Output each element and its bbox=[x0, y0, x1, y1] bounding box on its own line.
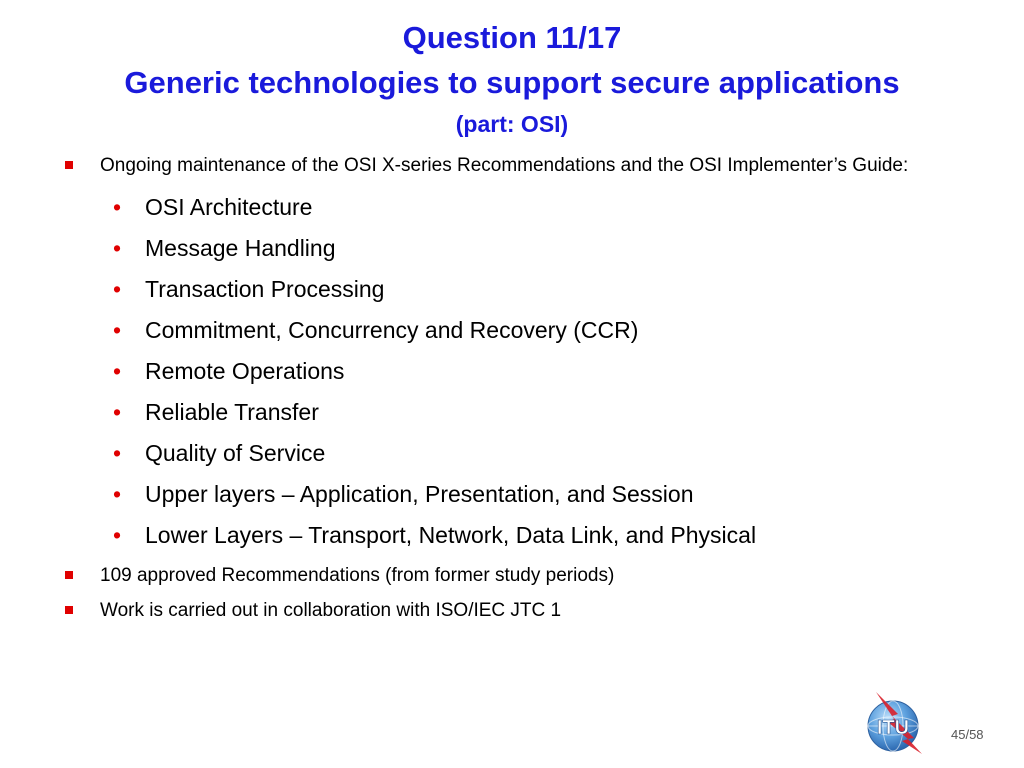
sub-bullet-list bbox=[62, 187, 962, 556]
sub-bullet-item bbox=[62, 310, 962, 351]
square-bullet-icon bbox=[65, 161, 73, 169]
sub-bullet-item bbox=[62, 392, 962, 433]
sub-bullet-item bbox=[62, 187, 962, 228]
slide-body bbox=[62, 152, 962, 632]
sub-bullet-text: Quality of Service bbox=[145, 440, 326, 466]
square-bullet-icon bbox=[65, 606, 73, 614]
sub-bullet-text: Transaction Processing bbox=[145, 276, 385, 302]
round-bullet-icon: • bbox=[113, 194, 122, 220]
bullet-item bbox=[62, 562, 962, 590]
bullet-item bbox=[62, 597, 962, 625]
title-question: Question 11/17 bbox=[402, 20, 622, 55]
sub-bullet-item bbox=[62, 433, 962, 474]
sub-bullet-text: OSI Architecture bbox=[145, 194, 313, 220]
sub-bullet-item bbox=[62, 515, 962, 556]
sub-bullet-item bbox=[62, 228, 962, 269]
sub-bullet-text: Reliable Transfer bbox=[145, 399, 319, 425]
round-bullet-icon: • bbox=[113, 235, 122, 261]
sub-bullet-item bbox=[62, 269, 962, 310]
svg-text:ITU: ITU bbox=[876, 717, 910, 739]
round-bullet-icon: • bbox=[113, 440, 122, 466]
round-bullet-icon: • bbox=[113, 522, 122, 548]
title-topic: Generic technologies to support secure applications bbox=[124, 65, 900, 100]
sub-bullet-item bbox=[62, 474, 962, 515]
bullet-text: Ongoing maintenance of the OSI X-series Recommendations and the OSI Implementer’s Guide: bbox=[100, 155, 909, 176]
sub-bullet-text: Commitment, Concurrency and Recovery (CCR) bbox=[145, 317, 639, 343]
sub-bullet-text: Upper layers – Application, Presentation, and Session bbox=[145, 481, 694, 507]
round-bullet-icon: • bbox=[113, 481, 122, 507]
sub-bullet-text: Message Handling bbox=[145, 235, 336, 261]
title-part: (part: OSI) bbox=[455, 111, 569, 137]
round-bullet-icon: • bbox=[113, 399, 122, 425]
sub-bullet-item bbox=[62, 351, 962, 392]
sub-bullet-text: Remote Operations bbox=[145, 358, 345, 384]
sub-bullet-text: Lower Layers – Transport, Network, Data Link, and Physical bbox=[145, 522, 757, 548]
round-bullet-icon: • bbox=[113, 358, 122, 384]
round-bullet-icon: • bbox=[113, 276, 122, 302]
slide-title bbox=[0, 16, 1024, 142]
itu-logo-icon bbox=[862, 688, 928, 758]
bullet-text: 109 approved Recommendations (from former study periods) bbox=[100, 565, 615, 586]
square-bullet-icon bbox=[65, 571, 73, 579]
page-number: 45/58 bbox=[951, 727, 984, 742]
bullet-text: Work is carried out in collaboration with ISO/IEC JTC 1 bbox=[100, 600, 562, 621]
round-bullet-icon: • bbox=[113, 317, 122, 343]
bullet-item bbox=[62, 152, 962, 180]
